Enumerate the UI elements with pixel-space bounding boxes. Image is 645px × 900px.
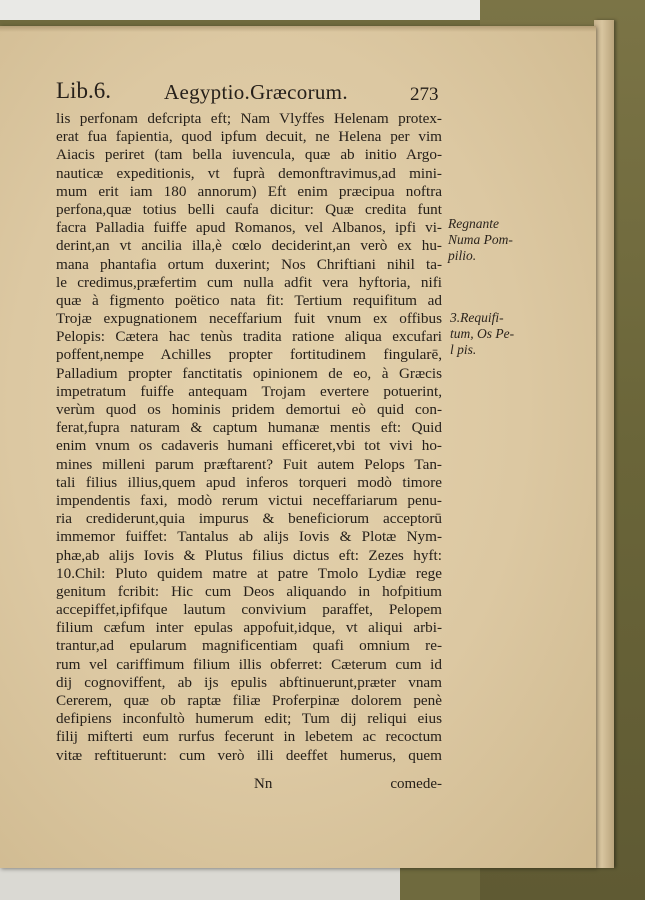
book-number: Lib.6.	[56, 78, 111, 103]
running-title: Aegyptio.Græcorum.	[164, 80, 348, 104]
page-footer	[56, 776, 442, 796]
text-line: derint,an vt ancilia illa,è cœlo deciderint,an verò ex hu-	[56, 237, 442, 255]
text-line: poffent,nempe Achilles propter fortitudinem fingularē,	[56, 346, 442, 364]
text-line: phæ,ab alijs Iovis & Plutus filius dictus eft: Zezes hyft:	[56, 546, 442, 564]
catchword: comede-	[390, 776, 442, 792]
text-line: mines milleni parum præftarent? Fuit autem Pelops Tan-	[56, 455, 442, 473]
margin-note-line: l pis.	[450, 342, 477, 357]
body-text	[56, 110, 442, 765]
text-line: genitum fcribit: Hic cum Deos aliquando in hofpitium	[56, 582, 442, 600]
text-line: Trojæ expugnationem neceffarium fuit vnum ex offibus	[56, 310, 442, 328]
text-line: nauticæ expeditionis, vt fuprà demonftravimus,ad mini-	[56, 164, 442, 182]
margin-note-line: tum, Os Pe-	[450, 326, 515, 341]
margin-note-line: pilio.	[448, 248, 477, 263]
margin-note-regnante	[448, 216, 548, 264]
signature-mark: Nn	[254, 776, 273, 792]
text-line: filij mifterti eum rurfus fecerunt in lebetem ac recoctum	[56, 728, 442, 746]
text-line: rum vel cariffimum filium illis obferret: Cæterum cum id	[56, 655, 442, 673]
text-line: mana phantafia ortum duxerint; Nos Chriftiani nihil ta-	[56, 255, 442, 273]
text-line: defipiens inconfultò humerum edit; Tum dij reliqui eius	[56, 710, 442, 728]
text-line: filium cæfum inter epulas appofuit,idque, vt aliqui arbi-	[56, 619, 442, 637]
page-edge-shadow	[594, 20, 614, 868]
margin-note-line: Numa Pom-	[448, 232, 513, 247]
text-line: mum erit iam 180 annorum) Eft enim præcipua noftra	[56, 182, 442, 200]
text-line: Palladium propter fanctitatis opinionem de eo, à Græcis	[56, 364, 442, 382]
text-line: trantur,ad epularum magnificentiam quafi omnium re-	[56, 637, 442, 655]
text-line: ria crediderunt,quia impurus & beneficiorum acceptorū	[56, 510, 442, 528]
margin-note-requisitum	[450, 310, 550, 358]
scanner-background-bottom	[0, 868, 400, 900]
text-line: perfona,quæ totius belli caufa dicitur: Quæ credita funt	[56, 200, 442, 218]
text-line: lis perfonam defcripta eft; Nam Vlyffes Helenam protex-	[56, 110, 442, 127]
text-line: accepiffet,ipfifque lautum convivium paraffet, Pelopem	[56, 601, 442, 619]
text-line: quæ à figmento poëtico nata fit: Tertium requifitum ad	[56, 291, 442, 309]
running-header	[56, 78, 446, 108]
text-line: Cererem, quæ ob raptæ filiæ Proferpinæ dolorem penè	[56, 692, 442, 709]
text-line: vitæ reftituerunt: cum verò illi deeffet humerus, quem	[56, 746, 442, 764]
scanner-background-top	[0, 0, 480, 20]
book-page	[0, 26, 596, 868]
text-line: Pelopis: Cætera hac tenùs tradita ratione aliqua excufari	[56, 328, 442, 346]
page-number: 273	[410, 84, 439, 105]
text-line: impendentis faxi, modò rerum victui neceffariarum penu-	[56, 491, 442, 509]
text-line: erat fua fapientia, quod ipfum decuit, ne Helena per vim	[56, 128, 442, 146]
text-line: verùm quod os hominis pridem demortui eò quid con-	[56, 401, 442, 418]
text-line: 10.Chil: Pluto quidem matre at patre Tmolo Lydiæ rege	[56, 564, 442, 582]
text-line: le credimus,præfertim cum nulla adfit vera hyftoria, nifi	[56, 273, 442, 291]
text-line: Aiacis periret (tam bella iuvencula, quæ ab initio Argo-	[56, 146, 442, 164]
margin-note-line: Regnante	[448, 216, 499, 231]
text-line: dij cognoviffent, ab ijs epulis abftinuerunt,præter vnam	[56, 673, 442, 691]
text-line: tali filius illius,quem apud inferos torqueri modò timore	[56, 473, 442, 491]
text-line: ferat,fupra naturam & captum humanæ mentis eft: Quid	[56, 419, 442, 437]
text-line: facra Palladia fuiffe apud Romanos, vel Albanos, ipfi vi-	[56, 219, 442, 237]
text-line: enim vnum os cadaveris humani efficeret,vbi tot vivi ho-	[56, 437, 442, 455]
text-line: immemor fuiffet: Tantalus ab alijs Iovis & Plotæ Nym-	[56, 528, 442, 546]
margin-note-line: 3.Requifi-	[450, 310, 504, 325]
text-line: impetratum fuiffe antequam Trojam evertere potuerint,	[56, 382, 442, 400]
